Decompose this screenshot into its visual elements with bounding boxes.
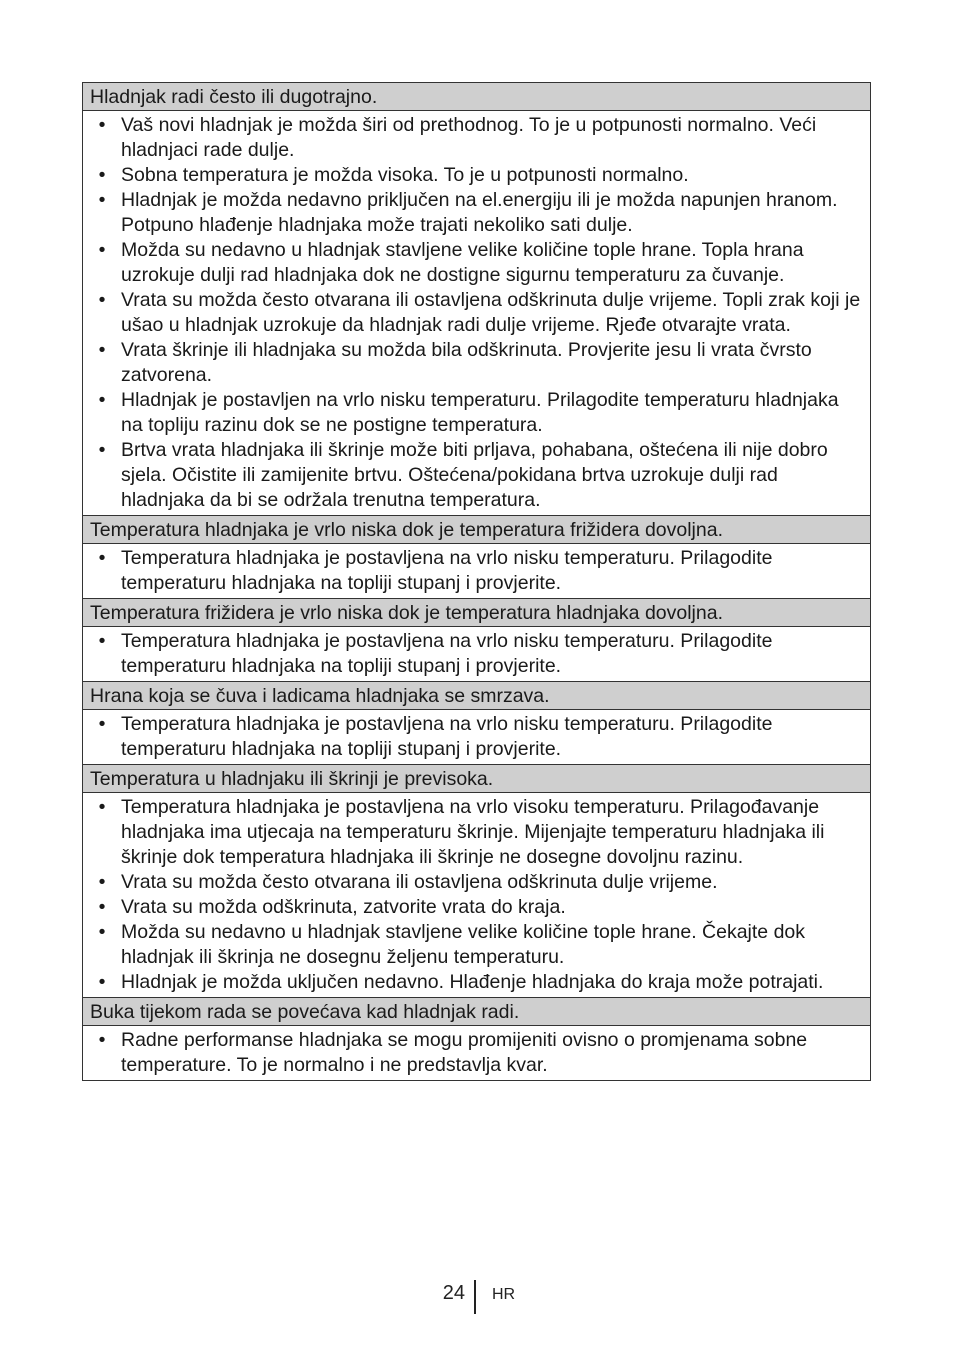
- section-heading: Hrana koja se čuva i ladicama hladnjaka se smrzava.: [83, 681, 870, 710]
- list-item-text: Hladnjak je možda nedavno priključen na el.energiju ili je možda napunjen hranom. Potpuno hlađenje hladnjaka može trajati nekoliko sati dulje.: [121, 189, 838, 236]
- section: [83, 82, 870, 515]
- list-item: [83, 163, 864, 188]
- troubleshooting-table: [82, 82, 871, 1081]
- bullet: •: [98, 439, 106, 461]
- list-item: [83, 288, 864, 338]
- section-body: [83, 111, 870, 515]
- section-body: [83, 710, 870, 764]
- section-body: [83, 544, 870, 598]
- list-item: [83, 970, 864, 995]
- list-item-text: Vaš novi hladnjak je možda širi od prethodnog. To je u potpunosti normalno. Veći hladnjaci rade dulje.: [121, 114, 817, 161]
- language-code: HR: [492, 1286, 516, 1303]
- bullet: •: [98, 547, 106, 569]
- bullet: •: [98, 164, 106, 186]
- list-item: [83, 795, 864, 870]
- list-item-text: Radne performanse hladnjaka se mogu promijeniti ovisno o promjenama sobne temperature. To je normalno i ne predstavlja kvar.: [121, 1029, 808, 1076]
- section-heading: Temperatura u hladnjaku ili škrinji je previsoka.: [83, 764, 870, 793]
- bullet: •: [98, 796, 106, 818]
- bullet: •: [98, 921, 106, 943]
- list-item: [83, 870, 864, 895]
- section-heading: Temperatura frižidera je vrlo niska dok je temperatura hladnjaka dovoljna.: [83, 598, 870, 627]
- section-body: [83, 793, 870, 997]
- list-item: [83, 1028, 864, 1078]
- list-item: [83, 388, 864, 438]
- footer-divider: [474, 1280, 476, 1314]
- list-item-text: Vrata su možda često otvarana ili ostavljena odškrinuta dulje vrijeme.: [121, 871, 718, 893]
- list-item-text: Vrata su možda često otvarana ili ostavljena odškrinuta dulje vrijeme. Topli zrak koji je ušao u hladnjak uzrokuje da hladnjak radi dulje vrijeme. Rjeđe otvarajte vrata.: [121, 289, 861, 336]
- bullet: •: [98, 971, 106, 993]
- section-body: [83, 627, 870, 681]
- section: [83, 515, 870, 598]
- section: [83, 681, 870, 764]
- section: [83, 764, 870, 997]
- list-item-text: Temperatura hladnjaka je postavljena na vrlo nisku temperaturu. Prilagodite temperaturu hladnjaka na topliji stupanj i provjerite.: [121, 547, 773, 594]
- list-item: [83, 546, 864, 596]
- list-item: [83, 188, 864, 238]
- list-item-text: Hladnjak je možda uključen nedavno. Hlađenje hladnjaka do kraja može potrajati.: [121, 971, 824, 993]
- bullet: •: [98, 713, 106, 735]
- list-item: [83, 895, 864, 920]
- list-item: [83, 712, 864, 762]
- bullet: •: [98, 1029, 106, 1051]
- list-item: [83, 238, 864, 288]
- list-item-text: Brtva vrata hladnjaka ili škrinje može biti prljava, pohabana, oštećena ili nije dobro sjela. Očistite ili zamijenite brtvu. Oštećena/pokidana brtva uzrokuje dulji rad hladnjaka da bi se održala trenutna temperatura.: [121, 439, 828, 511]
- page-number: 24: [442, 1282, 465, 1304]
- list-item: [83, 920, 864, 970]
- bullet: •: [98, 630, 106, 652]
- bullet: •: [98, 339, 106, 361]
- section-heading: Hladnjak radi često ili dugotrajno.: [83, 82, 870, 111]
- list-item-text: Vrata škrinje ili hladnjaka su možda bila odškrinuta. Provjerite jesu li vrata čvrsto zatvorena.: [121, 339, 812, 386]
- bullet: •: [98, 389, 106, 411]
- list-item: [83, 629, 864, 679]
- list-item: [83, 113, 864, 163]
- section: [83, 598, 870, 681]
- bullet: •: [98, 239, 106, 261]
- bullet: •: [98, 896, 106, 918]
- bullet: •: [98, 871, 106, 893]
- list-item: [83, 438, 864, 513]
- bullet: •: [98, 114, 106, 136]
- list-item-text: Možda su nedavno u hladnjak stavljene velike količine tople hrane. Topla hrana uzrokuje dulji rad hladnjaka dok ne dostigne sigurnu temperaturu za čuvanje.: [121, 239, 804, 286]
- section-body: [83, 1026, 870, 1080]
- list-item-text: Sobna temperatura je možda visoka. To je u potpunosti normalno.: [121, 164, 689, 186]
- list-item-text: Hladnjak je postavljen na vrlo nisku temperaturu. Prilagodite temperaturu hladnjaka na topliju razinu dok se ne postigne temperatura.: [121, 389, 839, 436]
- section: [83, 997, 870, 1080]
- bullet: •: [98, 189, 106, 211]
- section-heading: Temperatura hladnjaka je vrlo niska dok je temperatura frižidera dovoljna.: [83, 515, 870, 544]
- list-item-text: Temperatura hladnjaka je postavljena na vrlo visoku temperaturu. Prilagođavanje hladnjaka ima utjecaja na temperaturu škrinje. Mijenjajte temperaturu hladnjaka ili škrinje dok temperatura hladnjaka ili škrinje ne dosegne dovoljnu razinu.: [121, 796, 825, 868]
- list-item: [83, 338, 864, 388]
- list-item-text: Temperatura hladnjaka je postavljena na vrlo nisku temperaturu. Prilagodite temperaturu hladnjaka na topliji stupanj i provjerite.: [121, 713, 773, 760]
- list-item-text: Vrata su možda odškrinuta, zatvorite vrata do kraja.: [121, 896, 566, 918]
- bullet: •: [98, 289, 106, 311]
- list-item-text: Temperatura hladnjaka je postavljena na vrlo nisku temperaturu. Prilagodite temperaturu hladnjaka na topliji stupanj i provjerite.: [121, 630, 773, 677]
- section-heading: Buka tijekom rada se povećava kad hladnjak radi.: [83, 997, 870, 1026]
- list-item-text: Možda su nedavno u hladnjak stavljene velike količine tople hrane. Čekajte dok hladnjak ili škrinja ne dosegnu željenu temperaturu.: [121, 921, 806, 968]
- page-footer: [0, 1280, 954, 1316]
